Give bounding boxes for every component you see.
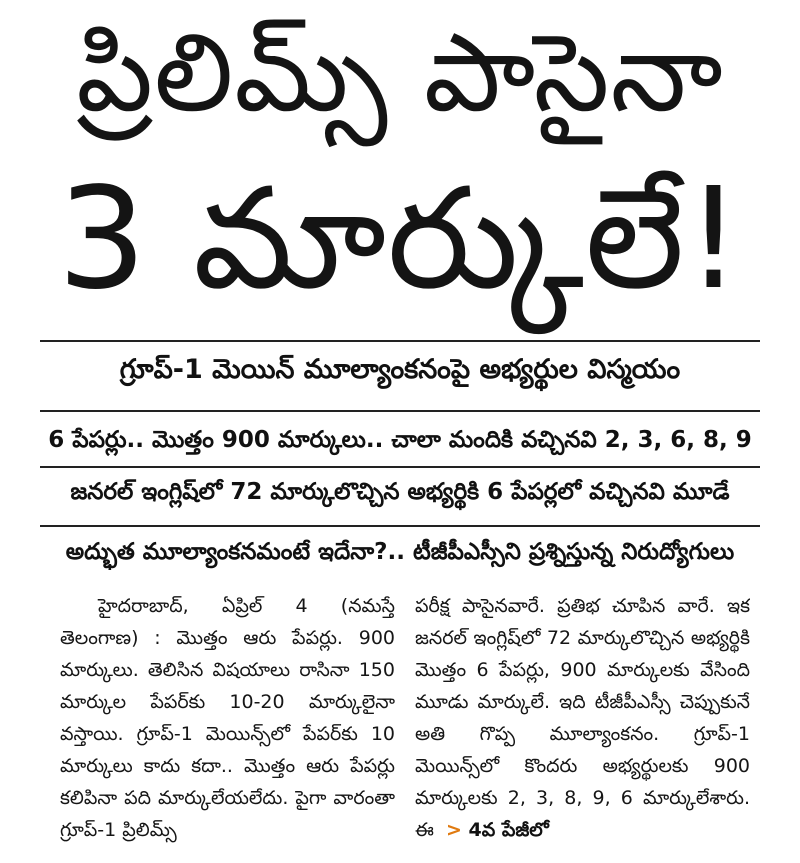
divider [40, 340, 760, 342]
subheadline-1: గ్రూప్-1 మెయిన్ మూల్యాంకనంపై అభ్యర్థుల విస్మయం [119, 354, 681, 385]
divider [40, 466, 760, 468]
divider [40, 410, 760, 412]
article-column-left [60, 590, 395, 850]
subheadline-3: జనరల్ ఇంగ్లిష్‌లో 72 మార్కులొచ్చిన అభ్యర్థికి 6 పేపర్లలో వచ్చినవి మూడే [70, 479, 730, 505]
article-text-right: పరీక్ష పాసైనవారే. ప్రతిభ చూపిన వారే. ఇక జనరల్ ఇంగ్లిష్‌లో 72 మార్కులొచ్చిన అభ్యర్థికి మొత్తం 6 పేపర్లు, 900 మార్కులకు వేసింది మూడు మార్కులే. ఇది టీజీపీఎస్సీ చెప్పుకునే అతి గొప్ప మూల్యాంకనం. గ్రూప్-1 మెయిన్స్‌లో కొందరు అభ్యర్థులకు 900 మార్కులకు 2, 3, 8, 9, 6 మార్కులేశారు. ఈ [415, 595, 750, 841]
headline-line-2: 3 మార్కులే! [57, 158, 743, 321]
divider [40, 525, 760, 527]
article-text-left: హైదరాబాద్, ఏప్రిల్ 4 (నమస్తే తెలంగాణ) : మొత్తం ఆరు పేపర్లు. 900 మార్కులు. తెలిసిన విషయాలు రాసినా 150 మార్కుల పేపర్‌కు 10-20 మార్కులైనా వస్తాయి. గ్రూప్-1 మెయిన్స్‌లో పేపర్‌కు 10 మార్కులు కాదు కదా.. మొత్తం ఆరు పేపర్లు కలిపినా పది మార్కులేయలేదు. పైగా వారంతా గ్రూప్-1 ప్రిలిమ్స్ [60, 595, 395, 841]
continued-on-page[interactable] [446, 819, 549, 841]
subheadline-4: అద్భుత మూల్యాంకనమంటే ఇదేనా?.. టీజీపీఎస్సీని ప్రశ్నిస్తున్న నిరుద్యోగులు [65, 539, 735, 565]
chevron-right-icon: > [445, 819, 462, 841]
article-column-right [415, 590, 750, 850]
headline-line-1: ప్రిలిమ్స్ పాసైనా [76, 11, 724, 136]
subheadline-2: 6 పేపర్లు.. మొత్తం 900 మార్కులు.. చాలా మందికి వచ్చినవి 2, 3, 6, 8, 9 [48, 427, 752, 453]
continued-label: 4వ పేజీలో [468, 819, 549, 841]
